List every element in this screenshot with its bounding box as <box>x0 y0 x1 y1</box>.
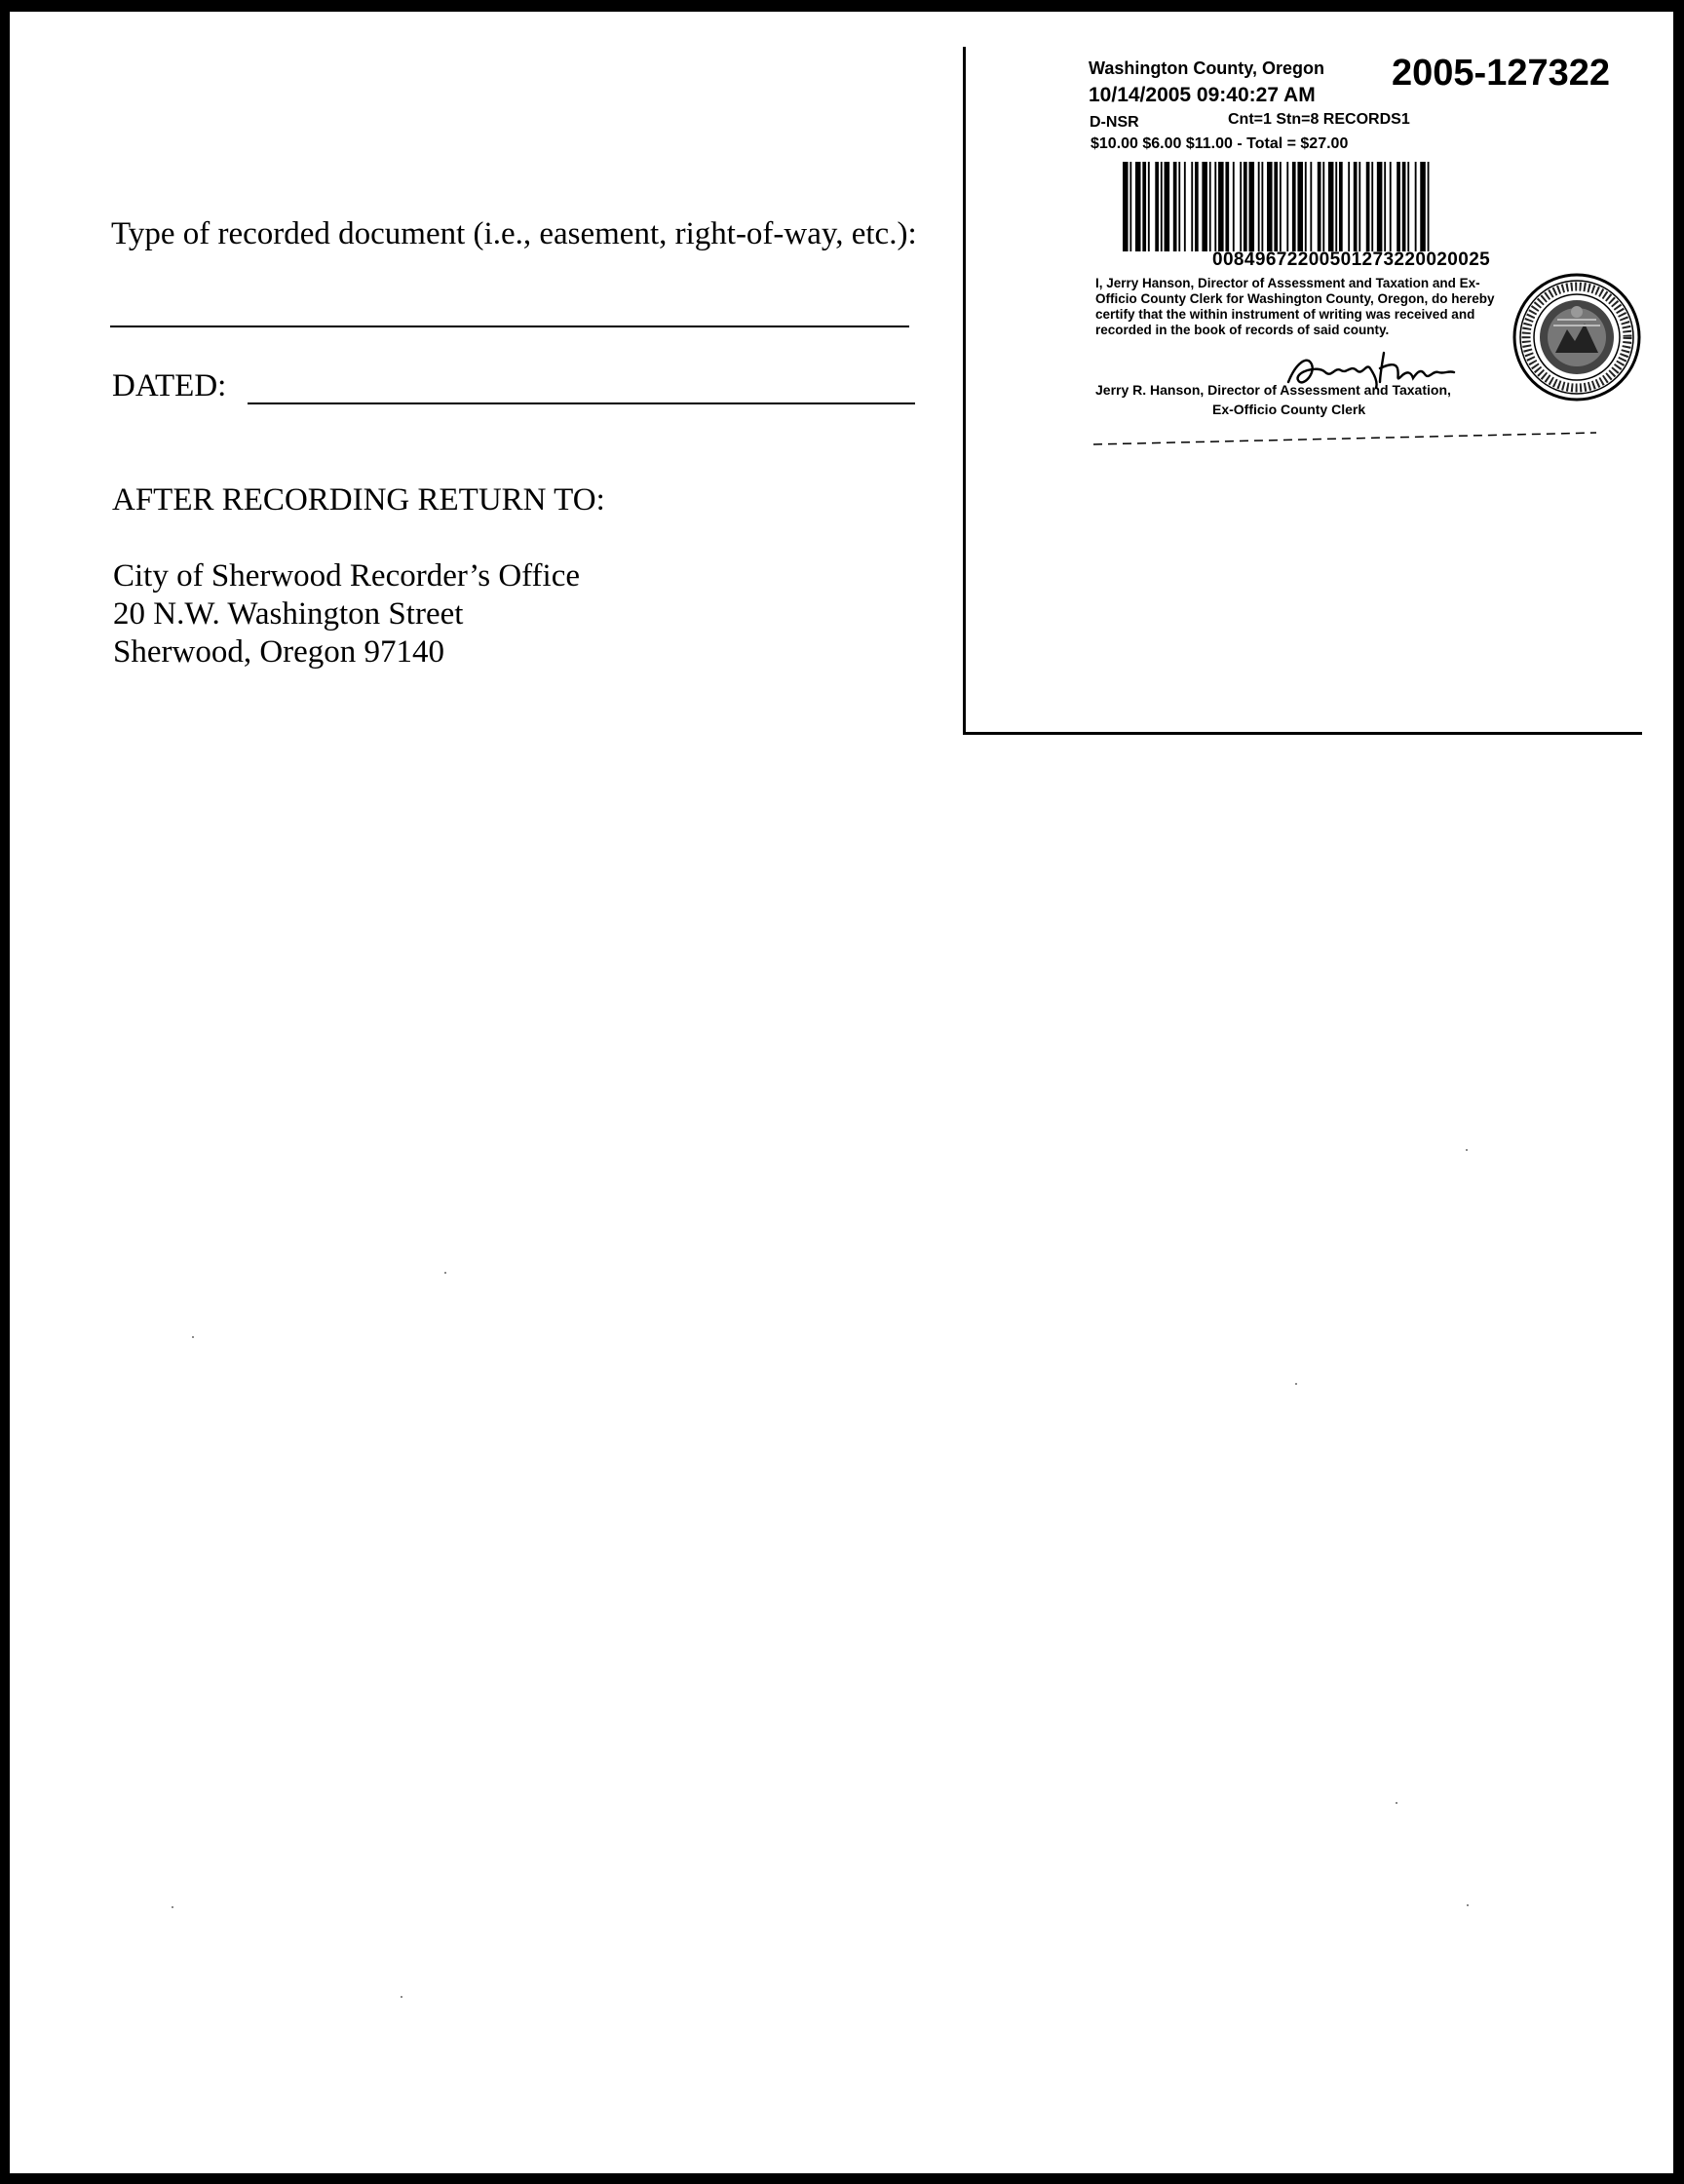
barcode-bar <box>1129 162 1131 251</box>
barcode-bar <box>1178 162 1180 251</box>
barcode-bar <box>1165 162 1170 251</box>
barcode-bar <box>1209 162 1211 251</box>
barcode-bar <box>1261 162 1263 251</box>
barcode-bar <box>1310 162 1312 251</box>
barcode-bar <box>1292 162 1296 251</box>
document-code: D-NSR <box>1090 114 1139 131</box>
barcode-bar <box>1348 162 1350 251</box>
barcode-bar <box>1402 162 1406 251</box>
barcode-bar <box>1318 162 1321 251</box>
signer-name: Jerry R. Hanson, Director of Assessment and Taxation, <box>1095 382 1451 398</box>
barcode-bar <box>1173 162 1177 251</box>
barcode-bar <box>1371 162 1373 251</box>
barcode-bar <box>1322 162 1324 251</box>
county-name: Washington County, Oregon <box>1089 58 1324 78</box>
county-seal-icon <box>1511 271 1643 403</box>
barcode-bar <box>1415 162 1417 251</box>
barcode-bar <box>1328 162 1334 251</box>
barcode-bar <box>1335 162 1337 251</box>
barcode-bar <box>1258 162 1260 251</box>
barcode-bar <box>1339 162 1343 251</box>
barcode-bar <box>1191 162 1193 251</box>
barcode-bar <box>1195 162 1199 251</box>
scan-speck <box>1396 1802 1397 1804</box>
clerk-certification: I, Jerry Hanson, Director of Assessment and Taxation and Ex-Officio County Clerk for Washington County, Oregon, do hereby certify that the within instrument of writing was received and recorded in the book of records of said county. <box>1095 276 1495 337</box>
dated-field-line <box>248 402 915 404</box>
barcode-bar <box>1233 162 1235 251</box>
recording-fees: $10.00 $6.00 $11.00 - Total = $27.00 <box>1091 135 1349 152</box>
scan-speck <box>192 1336 194 1338</box>
barcode-bar <box>1359 162 1360 251</box>
barcode-bar <box>1397 162 1400 251</box>
scan-speck <box>1295 1383 1297 1385</box>
barcode-bar <box>1274 162 1278 251</box>
recording-box-left-border <box>963 47 966 735</box>
document-type-field-line <box>110 326 909 327</box>
scan-speck <box>1467 1904 1469 1906</box>
return-address-line: Sherwood, Oregon 97140 <box>113 634 445 670</box>
scan-speck <box>401 1996 402 1998</box>
barcode-bar <box>1225 162 1229 251</box>
barcode-bar <box>1244 162 1247 251</box>
barcode-bar <box>1428 162 1430 251</box>
return-to-heading: AFTER RECORDING RETURN TO: <box>112 482 605 517</box>
recording-box-bottom-border <box>963 732 1642 735</box>
barcode-bar <box>1202 162 1207 251</box>
barcode-bar <box>1366 162 1370 251</box>
barcode-bar <box>1142 162 1146 251</box>
return-address-line: City of Sherwood Recorder’s Office <box>113 558 580 594</box>
perforation-line <box>1091 427 1598 448</box>
signer-title: Ex-Officio County Clerk <box>1212 402 1366 417</box>
barcode-bar <box>1148 162 1150 251</box>
dated-label: DATED: <box>112 368 227 403</box>
barcode-bar <box>1286 162 1288 251</box>
barcode-bar <box>1240 162 1242 251</box>
barcode-bar <box>1305 162 1307 251</box>
recording-number: 2005-127322 <box>1392 53 1610 94</box>
barcode-bar <box>1297 162 1303 251</box>
barcode-bar <box>1214 162 1216 251</box>
barcode-number: 00849672200501273220020025 <box>1212 249 1491 270</box>
barcode-bar <box>1280 162 1282 251</box>
return-address-line: 20 N.W. Washington Street <box>113 596 464 632</box>
recording-timestamp: 10/14/2005 09:40:27 AM <box>1089 84 1316 106</box>
barcode-bar <box>1218 162 1224 251</box>
scan-speck <box>172 1906 173 1908</box>
barcode-bar <box>1390 162 1392 251</box>
barcode-bar <box>1155 162 1159 251</box>
barcode-icon <box>1123 162 1606 251</box>
barcode-bar <box>1354 162 1358 251</box>
barcode-bar <box>1161 162 1163 251</box>
barcode-bar <box>1420 162 1426 251</box>
barcode-bar <box>1123 162 1129 251</box>
barcode-bar <box>1407 162 1409 251</box>
barcode-bar <box>1377 162 1383 251</box>
barcode-bar <box>1249 162 1255 251</box>
barcode-bar <box>1184 162 1186 251</box>
barcode-bar <box>1384 162 1386 251</box>
document-type-label: Type of recorded document (i.e., easement, right-of-way, etc.): <box>111 216 917 251</box>
scan-speck <box>444 1272 446 1274</box>
barcode-bar <box>1135 162 1141 251</box>
barcode-bar <box>1267 162 1273 251</box>
scan-speck <box>1466 1149 1468 1151</box>
station-counter: Cnt=1 Stn=8 RECORDS1 <box>1228 111 1410 128</box>
